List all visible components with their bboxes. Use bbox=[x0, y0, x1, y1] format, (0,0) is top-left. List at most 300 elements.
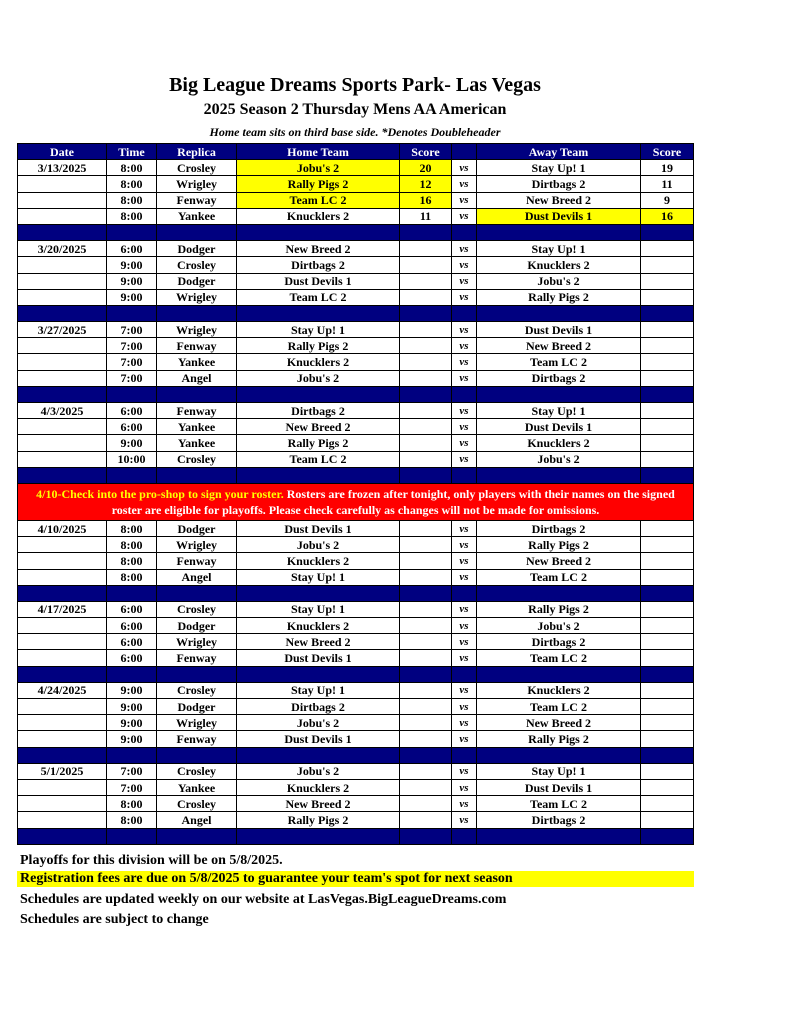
vs-label: vs bbox=[452, 763, 477, 779]
game-date bbox=[18, 257, 107, 273]
vs-label: vs bbox=[452, 601, 477, 617]
vs-label: vs bbox=[452, 569, 477, 585]
home-team: Team LC 2 bbox=[237, 451, 400, 467]
separator-cell bbox=[477, 585, 641, 601]
vs-label: vs bbox=[452, 208, 477, 224]
game-date bbox=[18, 634, 107, 650]
home-score bbox=[400, 796, 452, 812]
vs-label: vs bbox=[452, 553, 477, 569]
game-time: 6:00 bbox=[107, 650, 157, 666]
game-date bbox=[18, 192, 107, 208]
separator-cell bbox=[107, 747, 157, 763]
game-time: 10:00 bbox=[107, 451, 157, 467]
footer-updates: Schedules are updated weekly on our website at LasVegas.BigLeagueDreams.com bbox=[20, 892, 507, 907]
home-score bbox=[400, 322, 452, 338]
game-row bbox=[18, 537, 694, 553]
game-time: 8:00 bbox=[107, 537, 157, 553]
home-team: Jobu's 2 bbox=[237, 160, 400, 176]
game-time: 9:00 bbox=[107, 435, 157, 451]
game-row bbox=[18, 569, 694, 585]
home-score: 12 bbox=[400, 176, 452, 192]
home-score bbox=[400, 699, 452, 715]
home-team: Knucklers 2 bbox=[237, 208, 400, 224]
away-score bbox=[641, 763, 694, 779]
vs-label: vs bbox=[452, 731, 477, 747]
vs-label: vs bbox=[452, 354, 477, 370]
away-score bbox=[641, 257, 694, 273]
separator-cell bbox=[477, 828, 641, 844]
away-score bbox=[641, 618, 694, 634]
separator-cell bbox=[157, 467, 237, 483]
away-team: Team LC 2 bbox=[477, 796, 641, 812]
game-row bbox=[18, 812, 694, 828]
game-row bbox=[18, 403, 694, 419]
vs-label: vs bbox=[452, 650, 477, 666]
home-team: Dirtbags 2 bbox=[237, 257, 400, 273]
separator-cell bbox=[237, 666, 400, 682]
away-score: 11 bbox=[641, 176, 694, 192]
home-score bbox=[400, 601, 452, 617]
away-score bbox=[641, 682, 694, 698]
col-header-time: Time bbox=[107, 144, 157, 160]
week-separator bbox=[18, 747, 694, 763]
home-score bbox=[400, 779, 452, 795]
vs-label: vs bbox=[452, 796, 477, 812]
away-team: Knucklers 2 bbox=[477, 682, 641, 698]
game-replica: Yankee bbox=[157, 419, 237, 435]
game-time: 6:00 bbox=[107, 403, 157, 419]
away-score bbox=[641, 273, 694, 289]
game-time: 6:00 bbox=[107, 601, 157, 617]
game-row bbox=[18, 208, 694, 224]
away-team: Knucklers 2 bbox=[477, 435, 641, 451]
game-replica: Wrigley bbox=[157, 715, 237, 731]
away-score bbox=[641, 796, 694, 812]
page-note: Home team sits on third base side. *Denotes Doubleheader bbox=[209, 125, 501, 139]
away-team: Jobu's 2 bbox=[477, 618, 641, 634]
game-replica: Dodger bbox=[157, 699, 237, 715]
away-team: Rally Pigs 2 bbox=[477, 731, 641, 747]
away-team: Stay Up! 1 bbox=[477, 403, 641, 419]
away-score bbox=[641, 322, 694, 338]
game-replica: Fenway bbox=[157, 650, 237, 666]
separator-cell bbox=[237, 747, 400, 763]
home-team: Knucklers 2 bbox=[237, 779, 400, 795]
game-replica: Crosley bbox=[157, 763, 237, 779]
game-replica: Yankee bbox=[157, 435, 237, 451]
game-replica: Crosley bbox=[157, 257, 237, 273]
vs-label: vs bbox=[452, 699, 477, 715]
separator-cell bbox=[18, 828, 107, 844]
separator-cell bbox=[18, 467, 107, 483]
separator-cell bbox=[477, 666, 641, 682]
game-time: 6:00 bbox=[107, 634, 157, 650]
away-score bbox=[641, 370, 694, 386]
vs-label: vs bbox=[452, 257, 477, 273]
home-score bbox=[400, 650, 452, 666]
separator-cell bbox=[18, 305, 107, 321]
away-team: New Breed 2 bbox=[477, 192, 641, 208]
home-score: 20 bbox=[400, 160, 452, 176]
home-score bbox=[400, 731, 452, 747]
separator-cell bbox=[237, 585, 400, 601]
game-date: 4/3/2025 bbox=[18, 403, 107, 419]
week-separator bbox=[18, 585, 694, 601]
separator-cell bbox=[157, 585, 237, 601]
game-date: 4/17/2025 bbox=[18, 601, 107, 617]
week-separator bbox=[18, 828, 694, 844]
vs-label: vs bbox=[452, 338, 477, 354]
vs-label: vs bbox=[452, 537, 477, 553]
game-row bbox=[18, 779, 694, 795]
game-replica: Fenway bbox=[157, 192, 237, 208]
home-team: Stay Up! 1 bbox=[237, 569, 400, 585]
game-replica: Yankee bbox=[157, 208, 237, 224]
away-score bbox=[641, 435, 694, 451]
vs-label: vs bbox=[452, 435, 477, 451]
away-team: Dust Devils 1 bbox=[477, 322, 641, 338]
away-score bbox=[641, 338, 694, 354]
separator-cell bbox=[477, 305, 641, 321]
separator-cell bbox=[477, 386, 641, 402]
home-score bbox=[400, 537, 452, 553]
game-replica: Dodger bbox=[157, 273, 237, 289]
separator-cell bbox=[107, 666, 157, 682]
vs-label: vs bbox=[452, 192, 477, 208]
away-score bbox=[641, 779, 694, 795]
away-score bbox=[641, 553, 694, 569]
home-score bbox=[400, 634, 452, 650]
game-date bbox=[18, 553, 107, 569]
game-row bbox=[18, 618, 694, 634]
game-row bbox=[18, 634, 694, 650]
game-replica: Fenway bbox=[157, 731, 237, 747]
away-team: Dirtbags 2 bbox=[477, 520, 641, 536]
away-score bbox=[641, 241, 694, 257]
away-score bbox=[641, 812, 694, 828]
home-score bbox=[400, 289, 452, 305]
game-date: 4/24/2025 bbox=[18, 682, 107, 698]
separator-cell bbox=[400, 747, 452, 763]
game-date bbox=[18, 451, 107, 467]
home-score bbox=[400, 682, 452, 698]
separator-cell bbox=[157, 224, 237, 240]
vs-label: vs bbox=[452, 403, 477, 419]
game-time: 7:00 bbox=[107, 763, 157, 779]
separator-cell bbox=[107, 585, 157, 601]
away-team: Rally Pigs 2 bbox=[477, 537, 641, 553]
home-team: New Breed 2 bbox=[237, 796, 400, 812]
away-team: Dirtbags 2 bbox=[477, 812, 641, 828]
game-date: 3/27/2025 bbox=[18, 322, 107, 338]
separator-cell bbox=[18, 747, 107, 763]
away-score bbox=[641, 699, 694, 715]
game-time: 6:00 bbox=[107, 241, 157, 257]
game-time: 8:00 bbox=[107, 208, 157, 224]
separator-cell bbox=[18, 585, 107, 601]
home-team: Dirtbags 2 bbox=[237, 403, 400, 419]
home-score bbox=[400, 618, 452, 634]
vs-label: vs bbox=[452, 715, 477, 731]
away-score: 9 bbox=[641, 192, 694, 208]
home-team: New Breed 2 bbox=[237, 419, 400, 435]
game-row bbox=[18, 435, 694, 451]
game-date bbox=[18, 273, 107, 289]
away-team: Stay Up! 1 bbox=[477, 763, 641, 779]
separator-cell bbox=[400, 666, 452, 682]
game-time: 9:00 bbox=[107, 257, 157, 273]
away-score bbox=[641, 601, 694, 617]
game-time: 8:00 bbox=[107, 812, 157, 828]
game-date bbox=[18, 779, 107, 795]
home-score bbox=[400, 403, 452, 419]
separator-cell bbox=[452, 386, 477, 402]
vs-label: vs bbox=[452, 618, 477, 634]
home-team: Dust Devils 1 bbox=[237, 273, 400, 289]
game-replica: Crosley bbox=[157, 601, 237, 617]
game-date bbox=[18, 208, 107, 224]
game-date bbox=[18, 338, 107, 354]
away-score bbox=[641, 715, 694, 731]
separator-cell bbox=[107, 224, 157, 240]
game-replica: Crosley bbox=[157, 796, 237, 812]
home-team: Knucklers 2 bbox=[237, 354, 400, 370]
game-date bbox=[18, 699, 107, 715]
game-row bbox=[18, 241, 694, 257]
away-team: Dirtbags 2 bbox=[477, 176, 641, 192]
vs-label: vs bbox=[452, 520, 477, 536]
home-score bbox=[400, 257, 452, 273]
away-score bbox=[641, 451, 694, 467]
separator-cell bbox=[400, 828, 452, 844]
separator-cell bbox=[452, 224, 477, 240]
game-time: 8:00 bbox=[107, 160, 157, 176]
game-time: 8:00 bbox=[107, 553, 157, 569]
footer-registration: Registration fees are due on 5/8/2025 to guarantee your team's spot for next season bbox=[17, 871, 694, 887]
schedule-table bbox=[17, 143, 694, 845]
home-score bbox=[400, 241, 452, 257]
roster-notice-text: Rosters are frozen after tonight, only players with their names on the signed roster are eligible for playoffs. Please check carefully as changes will not be made for omissions. bbox=[111, 486, 675, 517]
week-separator bbox=[18, 224, 694, 240]
away-team: Rally Pigs 2 bbox=[477, 601, 641, 617]
away-score bbox=[641, 634, 694, 650]
away-team: New Breed 2 bbox=[477, 553, 641, 569]
home-score bbox=[400, 419, 452, 435]
game-row bbox=[18, 338, 694, 354]
home-team: Stay Up! 1 bbox=[237, 682, 400, 698]
separator-cell bbox=[641, 666, 694, 682]
home-team: Jobu's 2 bbox=[237, 537, 400, 553]
game-row bbox=[18, 715, 694, 731]
separator-cell bbox=[400, 386, 452, 402]
vs-label: vs bbox=[452, 273, 477, 289]
away-score bbox=[641, 354, 694, 370]
away-team: Stay Up! 1 bbox=[477, 241, 641, 257]
home-score bbox=[400, 370, 452, 386]
home-team: New Breed 2 bbox=[237, 634, 400, 650]
home-score: 16 bbox=[400, 192, 452, 208]
schedule-body bbox=[18, 160, 694, 845]
game-date bbox=[18, 812, 107, 828]
home-score bbox=[400, 435, 452, 451]
game-replica: Wrigley bbox=[157, 322, 237, 338]
home-team: Team LC 2 bbox=[237, 289, 400, 305]
separator-cell bbox=[18, 224, 107, 240]
separator-cell bbox=[237, 305, 400, 321]
away-score bbox=[641, 569, 694, 585]
separator-cell bbox=[452, 666, 477, 682]
home-score bbox=[400, 763, 452, 779]
game-replica: Angel bbox=[157, 569, 237, 585]
vs-label: vs bbox=[452, 682, 477, 698]
separator-cell bbox=[641, 828, 694, 844]
home-score bbox=[400, 338, 452, 354]
roster-notice-lead: 4/10-Check into the pro-shop to sign your roster. bbox=[36, 486, 284, 501]
game-date bbox=[18, 370, 107, 386]
vs-label: vs bbox=[452, 451, 477, 467]
week-separator bbox=[18, 386, 694, 402]
game-date bbox=[18, 731, 107, 747]
game-time: 6:00 bbox=[107, 419, 157, 435]
game-replica: Crosley bbox=[157, 451, 237, 467]
away-team: Team LC 2 bbox=[477, 354, 641, 370]
away-team: Team LC 2 bbox=[477, 699, 641, 715]
game-row bbox=[18, 419, 694, 435]
home-team: Jobu's 2 bbox=[237, 715, 400, 731]
game-date: 4/10/2025 bbox=[18, 520, 107, 536]
week-separator bbox=[18, 666, 694, 682]
col-header-replica: Replica bbox=[157, 144, 237, 160]
game-date bbox=[18, 650, 107, 666]
game-time: 9:00 bbox=[107, 699, 157, 715]
game-date bbox=[18, 569, 107, 585]
separator-cell bbox=[157, 666, 237, 682]
away-team: Team LC 2 bbox=[477, 569, 641, 585]
home-team: Stay Up! 1 bbox=[237, 322, 400, 338]
away-score bbox=[641, 537, 694, 553]
separator-cell bbox=[18, 666, 107, 682]
col-header-away-score: Score bbox=[641, 144, 694, 160]
game-date bbox=[18, 618, 107, 634]
game-time: 9:00 bbox=[107, 715, 157, 731]
game-time: 7:00 bbox=[107, 779, 157, 795]
game-row bbox=[18, 763, 694, 779]
game-row bbox=[18, 257, 694, 273]
col-header-vs bbox=[452, 144, 477, 160]
away-score bbox=[641, 731, 694, 747]
away-score bbox=[641, 650, 694, 666]
home-team: Knucklers 2 bbox=[237, 618, 400, 634]
separator-cell bbox=[157, 386, 237, 402]
game-date bbox=[18, 537, 107, 553]
away-score bbox=[641, 520, 694, 536]
game-replica: Yankee bbox=[157, 779, 237, 795]
home-team: Team LC 2 bbox=[237, 192, 400, 208]
home-score bbox=[400, 354, 452, 370]
away-score bbox=[641, 403, 694, 419]
separator-cell bbox=[477, 467, 641, 483]
game-time: 9:00 bbox=[107, 289, 157, 305]
game-replica: Angel bbox=[157, 370, 237, 386]
game-time: 8:00 bbox=[107, 796, 157, 812]
separator-cell bbox=[157, 828, 237, 844]
separator-cell bbox=[452, 305, 477, 321]
game-time: 8:00 bbox=[107, 176, 157, 192]
vs-label: vs bbox=[452, 289, 477, 305]
game-time: 9:00 bbox=[107, 273, 157, 289]
game-time: 7:00 bbox=[107, 354, 157, 370]
col-header-home-team: Home Team bbox=[237, 144, 400, 160]
separator-cell bbox=[107, 386, 157, 402]
away-score bbox=[641, 419, 694, 435]
game-time: 9:00 bbox=[107, 682, 157, 698]
game-date: 3/20/2025 bbox=[18, 241, 107, 257]
game-row bbox=[18, 370, 694, 386]
game-date bbox=[18, 419, 107, 435]
separator-cell bbox=[452, 467, 477, 483]
away-score: 16 bbox=[641, 208, 694, 224]
vs-label: vs bbox=[452, 779, 477, 795]
game-row bbox=[18, 796, 694, 812]
game-row bbox=[18, 176, 694, 192]
vs-label: vs bbox=[452, 812, 477, 828]
separator-cell bbox=[477, 224, 641, 240]
game-time: 8:00 bbox=[107, 569, 157, 585]
separator-cell bbox=[107, 467, 157, 483]
col-header-home-score: Score bbox=[400, 144, 452, 160]
game-replica: Angel bbox=[157, 812, 237, 828]
separator-cell bbox=[641, 585, 694, 601]
home-score bbox=[400, 273, 452, 289]
game-replica: Yankee bbox=[157, 354, 237, 370]
home-score bbox=[400, 812, 452, 828]
game-replica: Fenway bbox=[157, 553, 237, 569]
vs-label: vs bbox=[452, 634, 477, 650]
separator-cell bbox=[641, 305, 694, 321]
away-team: Team LC 2 bbox=[477, 650, 641, 666]
home-team: Stay Up! 1 bbox=[237, 601, 400, 617]
away-score: 19 bbox=[641, 160, 694, 176]
separator-cell bbox=[452, 747, 477, 763]
separator-cell bbox=[157, 747, 237, 763]
game-date bbox=[18, 715, 107, 731]
game-row bbox=[18, 731, 694, 747]
game-replica: Wrigley bbox=[157, 537, 237, 553]
game-time: 7:00 bbox=[107, 370, 157, 386]
away-team: Jobu's 2 bbox=[477, 451, 641, 467]
home-team: Rally Pigs 2 bbox=[237, 812, 400, 828]
game-replica: Fenway bbox=[157, 403, 237, 419]
separator-cell bbox=[452, 585, 477, 601]
game-row bbox=[18, 192, 694, 208]
home-team: Dust Devils 1 bbox=[237, 520, 400, 536]
home-score bbox=[400, 715, 452, 731]
separator-cell bbox=[400, 305, 452, 321]
game-replica: Fenway bbox=[157, 338, 237, 354]
game-replica: Dodger bbox=[157, 520, 237, 536]
footer-playoffs: Playoffs for this division will be on 5/8/2025. bbox=[20, 853, 283, 868]
col-header-date: Date bbox=[18, 144, 107, 160]
separator-cell bbox=[107, 305, 157, 321]
footer-subject: Schedules are subject to change bbox=[20, 912, 209, 927]
col-header-away-team: Away Team bbox=[477, 144, 641, 160]
separator-cell bbox=[641, 224, 694, 240]
separator-cell bbox=[641, 747, 694, 763]
separator-cell bbox=[641, 467, 694, 483]
home-team: Rally Pigs 2 bbox=[237, 338, 400, 354]
away-team: Knucklers 2 bbox=[477, 257, 641, 273]
away-team: Dirtbags 2 bbox=[477, 370, 641, 386]
